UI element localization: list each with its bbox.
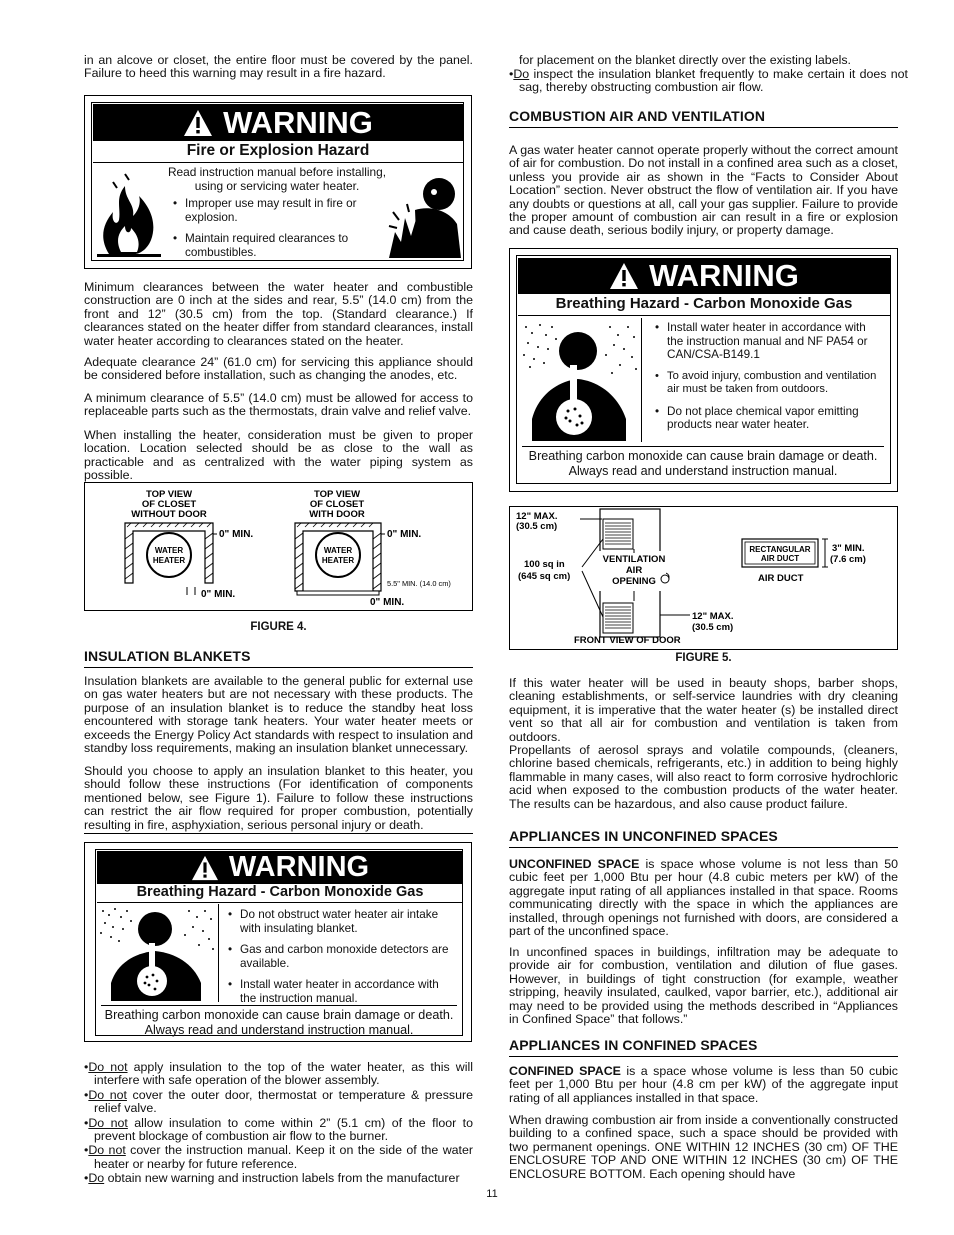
warning-bullet: • To avoid injury, combustion and ventilation air must be taken from outdoors.: [667, 370, 883, 397]
svg-text:(30.5 cm): (30.5 cm): [516, 521, 558, 532]
warning-footer: Breathing carbon monoxide can cause brain damage or death. Always read and understand instruction manual.: [522, 446, 884, 479]
combustion-heading: COMBUSTION AIR AND VENTILATION: [509, 108, 898, 128]
svg-text:HEATER: HEATER: [321, 556, 355, 565]
warning-instruction: Read instruction manual before installing, using or servicing water heater.: [167, 165, 387, 193]
warning-word: WARNING: [228, 851, 370, 883]
page-number: 11: [486, 1188, 498, 1200]
unconfined-definition: UNCONFINED SPACE is space whose volume is not less than 50 cubic feet per 1,000 Btu per hour (4.8 cubic meters per kW) of the aggregate input rating of all appliances installed in that space. Rooms communicating directly with the space in which the appliances are installed, through openings not furnished with doors, are considered a part of the unconfined space.: [509, 857, 898, 939]
co-warning-label-combustion: [509, 248, 898, 492]
intro-paragraph: in an alcove or closet, the entire floor must be covered by the panel. Failure to heed this warning may result in a fire hazard.: [84, 53, 473, 81]
svg-text:0" MIN.: 0" MIN.: [219, 529, 254, 540]
svg-text:AIR DUCT: AIR DUCT: [760, 554, 800, 563]
svg-text:0" MIN.: 0" MIN.: [370, 597, 405, 608]
svg-text:5.5" MIN. (14.0 cm): 5.5" MIN. (14.0 cm): [387, 579, 451, 588]
svg-text:(30.5 cm): (30.5 cm): [692, 622, 734, 633]
do-not-list: [84, 1061, 473, 1186]
svg-text:RECTANGULAR: RECTANGULAR: [749, 545, 811, 554]
propellants-paragraph: Propellants of aerosol sprays and volatile compounds, (cleaners, chlorine based chemicals, refrigerants, etc.) in addition to being highly flammable in many cases, will also react to form corrosive hydrochloric acid when exposed to the combustion products of the water heater. The results can be hazardous, and also cause product failure.: [509, 743, 898, 811]
svg-text:WATER: WATER: [323, 546, 353, 555]
continued-text: for placement on the blanket directly over the existing labels.: [519, 53, 851, 67]
svg-text:HEATER: HEATER: [152, 556, 186, 565]
confined-definition: CONFINED SPACE is a space whose volume is less than 50 cubic feet per 1,000 Btu per hour (4.8 cm per kW) of the aggregate input rating of all appliances installed in that space.: [509, 1064, 898, 1105]
insulation-heading: INSULATION BLANKETS: [84, 648, 473, 668]
list-item: •Do inspect the insulation blanket frequently to make certain it does not sag, thereby obstructing combustion air flow.: [509, 67, 908, 95]
svg-text:TOP VIEW: TOP VIEW: [145, 489, 193, 500]
warning-banner: [518, 258, 890, 294]
list-item: •Do not apply insulation to the top of the water heater, as this will interfere with safe operation of the blower assembly.: [84, 1060, 473, 1088]
co-warning-label-insulation: [84, 842, 472, 1042]
warning-word: WARNING: [649, 258, 799, 293]
svg-text:TOP VIEW: TOP VIEW: [313, 489, 361, 500]
explosion-icon: [387, 172, 465, 260]
svg-text:AIR DUCT: AIR DUCT: [758, 573, 804, 584]
svg-text:OF CLOSET: OF CLOSET: [309, 499, 365, 510]
svg-text:WITH DOOR: WITH DOOR: [309, 509, 365, 520]
warning-footer: Breathing carbon monoxide can cause brain damage or death. Always read and understand instruction manual.: [101, 1005, 457, 1038]
beauty-shop-paragraph: If this water heater will be used in beauty shops, barber shops, cleaning establishments, or self-service laundries with dry cleaning equipment, it is imperative that the water heater (s) be installed direct vent so that all air for combustion and ventilation is taken from outdoors.: [509, 676, 898, 744]
min-clearance-paragraph: A minimum clearance of 5.5” (14.0 cm) must be allowed for access to replaceable parts such as the thermostats, drain valve and relief valve.: [84, 391, 473, 419]
warning-bullet: • Install water heater in accordance with the instruction manual.: [240, 978, 455, 1005]
warning-subtitle: Breathing Hazard - Carbon Monoxide Gas: [518, 295, 890, 316]
svg-text:0" MIN.: 0" MIN.: [387, 529, 422, 540]
clearances-paragraph: Minimum clearances between the water heater and combustible construction are 0 inch at the sides and rear, 5.5” (14.0 cm) from the front and 12” (30.5 cm) from the top. (Standard clearance.) If clearances stated on the heater differ from standard clearances, install water heater according to clearances stated on the heater.: [84, 280, 473, 348]
svg-text:3" MIN.: 3" MIN.: [832, 543, 865, 554]
svg-text:WITHOUT DOOR: WITHOUT DOOR: [131, 509, 207, 520]
warning-bullet: • Improper use may result in fire or explosion.: [185, 197, 380, 224]
list-item: •Do obtain new warning and instruction labels from the manufacturer: [84, 1171, 460, 1186]
warning-bullet: • Do not obstruct water heater air intake with insulating blanket.: [240, 908, 455, 935]
warning-subtitle: Breathing Hazard - Carbon Monoxide Gas: [97, 884, 463, 903]
svg-text:12" MAX.: 12" MAX.: [692, 611, 734, 622]
svg-text:0" MIN.: 0" MIN.: [201, 589, 236, 600]
list-item: •Do not cover the instruction manual. Keep it on the side of the water heater or nearby for future reference.: [84, 1143, 473, 1171]
svg-text:AIR: AIR: [625, 565, 643, 576]
svg-text:12" MAX.: 12" MAX.: [516, 511, 558, 522]
confined-heading: APPLIANCES IN CONFINED SPACES: [509, 1037, 898, 1057]
infiltration-paragraph: In unconfined spaces in buildings, infiltration may be adequate to provide air for combustion, ventilation and dilution of flue gases. However, in buildings of tight construction (for example, weather stripping, heavily insulated, caulked, vapor barrier, etc.), additional air may need to be provided using the methods described in “Appliances in Confined Space” that follows.”: [509, 945, 898, 1027]
warning-bullet: • Maintain required clearances to combustibles.: [185, 232, 380, 259]
drawing-air-paragraph: When drawing combustion air from inside a conventionally constructed building to a confined space, such a space should be provided with two permanent openings. ONE WITHIN 12 INCHES (30 cm) OF THE ENCLOSURE TOP AND ONE WITHIN 12 INCHES (30 cm) OF THE ENCLOSURE BOTTOM. Each opening should have: [509, 1113, 898, 1181]
figure-4-diagram: [85, 483, 472, 610]
figure-4-caption: FIGURE 4.: [250, 621, 307, 633]
figure-4: [84, 482, 473, 611]
svg-text:OF CLOSET: OF CLOSET: [141, 499, 197, 510]
service-clearance-paragraph: Adequate clearance 24” (61.0 cm) for servicing this appliance should be considered before installation, such as changing the anodes, etc.: [84, 355, 473, 383]
svg-text:100 sq in: 100 sq in: [524, 559, 565, 570]
figure-5-caption: FIGURE 5.: [675, 652, 732, 664]
alert-triangle-icon: [183, 109, 213, 137]
unconfined-heading: APPLIANCES IN UNCONFINED SPACES: [509, 828, 898, 848]
warning-banner: [97, 851, 463, 884]
warning-word: WARNING: [223, 104, 373, 140]
warning-banner: [93, 104, 463, 141]
warning-bullet: • Gas and carbon monoxide detectors are available.: [240, 943, 455, 970]
svg-text:VENTILATION: VENTILATION: [602, 554, 666, 565]
insulation-paragraph-1: Insulation blankets are available to the general public for external use on gas water heaters but are not necessary with these products. The purpose of an insulation blanket is to reduce the standby heat loss encountered with storage tank heaters. Your water heater meets or exceeds the Energy Policy Act standards with respect to insulation and standby loss requirements, making an insulation blanket unnecessary.: [84, 674, 473, 756]
svg-text:FRONT VIEW OF DOOR: FRONT VIEW OF DOOR: [574, 635, 681, 646]
alert-triangle-icon: [609, 262, 639, 290]
figure-5: [509, 506, 898, 650]
svg-text:WATER: WATER: [154, 546, 184, 555]
location-paragraph: When installing the heater, consideration must be given to proper location. Location selected should be as close to the wall as practicable and as centralized with the water piping system as possible.: [84, 428, 473, 483]
warning-bullet: • Install water heater in accordance with the instruction manual and NF PA54 or CAN/CSA-B149.1: [667, 321, 883, 362]
combustion-paragraph: A gas water heater cannot operate properly without the correct amount of air for combustion. Do not install in a confined area such as a closet, unless you provide air as shown in the “Facts to Consider About Location” section. Never obstruct the flow of ventilation air. If you have any doubts or questions at all, call your gas supplier. Failure to provide the proper amount of combustion air can result in a fire or explosion and cause death, serious bodily injury, or property damage.: [509, 143, 898, 238]
insulation-paragraph-2: Should you choose to apply an insulation blanket to this heater, you should follow these instructions (For identification of components mentioned below, see Figure 1). Failure to follow these instructions can restrict the air flow required for proper combustion, potentially resulting in fire, asphyxiation, serious personal injury or death.: [84, 764, 473, 832]
svg-text:(645 sq cm): (645 sq cm): [518, 571, 571, 582]
figure-5-diagram: [510, 507, 897, 649]
fire-warning-label: [84, 95, 472, 269]
co-breathing-icon: [520, 321, 640, 441]
warning-subtitle: Fire or Explosion Hazard: [93, 142, 463, 163]
list-item: •Do not allow insulation to come within 2” (5.1 cm) of the floor to prevent blockage of combustion air flow to the burner.: [84, 1115, 474, 1144]
warning-bullet: • Do not place chemical vapor emitting products near water heater.: [667, 405, 883, 432]
list-item: •Do not cover the outer door, thermostat or temperature & pressure relief valve.: [84, 1087, 473, 1116]
co-breathing-icon: [97, 905, 217, 1001]
svg-text:OPENING: OPENING: [612, 576, 656, 587]
alert-triangle-icon: [191, 855, 219, 881]
svg-text:(7.6 cm): (7.6 cm): [830, 554, 866, 565]
